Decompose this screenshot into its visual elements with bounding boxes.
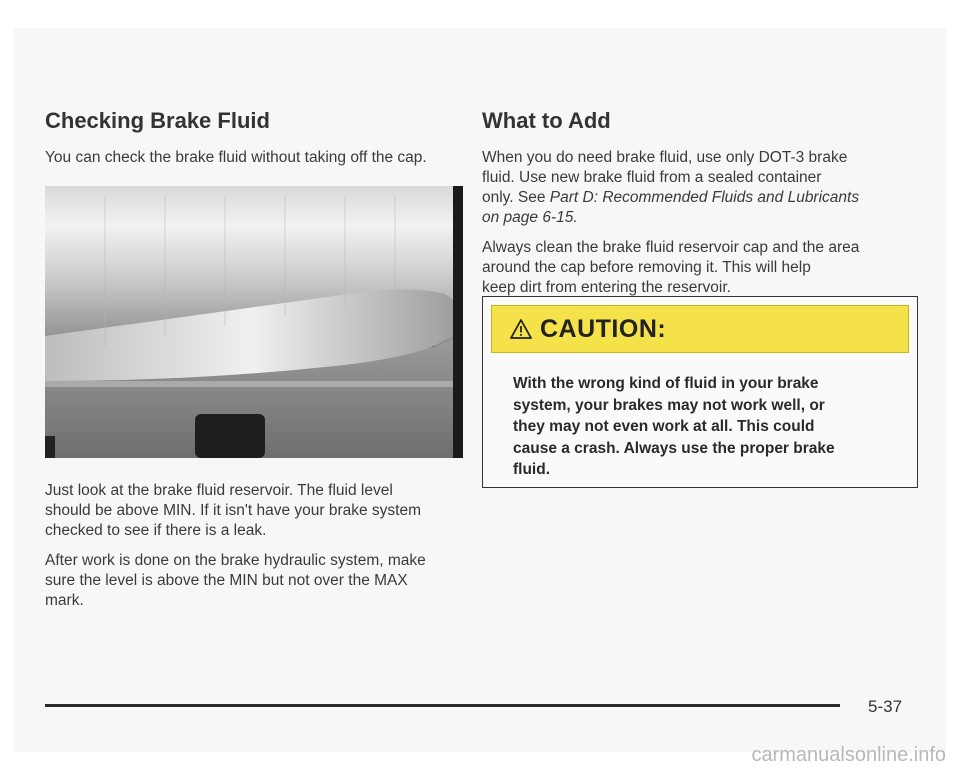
caution-box bbox=[482, 296, 918, 488]
clean-cap-paragraph bbox=[482, 238, 922, 298]
left-column bbox=[45, 108, 465, 168]
caution-header-bar bbox=[491, 305, 909, 353]
section-heading-checking-brake-fluid: Checking Brake Fluid bbox=[45, 108, 270, 133]
caution-message bbox=[513, 373, 877, 481]
reservoir-text-line: Just look at the brake fluid reservoir. The fluid level bbox=[45, 482, 393, 499]
warning-triangle-icon bbox=[510, 319, 532, 339]
section-heading-what-to-add: What to Add bbox=[482, 108, 611, 133]
fluid-type-text-line: When you do need brake fluid, use only DOT-3 brake bbox=[482, 149, 848, 166]
caution-text-line: system, your brakes may not work well, or bbox=[513, 396, 825, 414]
caution-text-line: cause a crash. Always use the proper brake bbox=[513, 439, 835, 457]
footer-rule bbox=[45, 704, 840, 707]
hydraulic-text-line: sure the level is above the MIN but not over the MAX bbox=[45, 572, 408, 589]
caution-title: CAUTION: bbox=[540, 314, 667, 343]
left-lower-text bbox=[45, 481, 465, 611]
reservoir-text-line: should be above MIN. If it isn't have your brake system bbox=[45, 502, 421, 519]
reservoir-check-paragraph bbox=[45, 481, 465, 541]
caution-text-line: they may not even work at all. This could bbox=[513, 418, 815, 435]
clean-cap-text-line: keep dirt from entering the reservoir. bbox=[482, 279, 731, 296]
hydraulic-system-paragraph bbox=[45, 551, 465, 611]
hydraulic-text-line: mark. bbox=[45, 592, 84, 609]
brake-fluid-reservoir-photo bbox=[45, 186, 463, 458]
reservoir-image bbox=[45, 186, 463, 458]
caution-text-line: With the wrong kind of fluid in your brake bbox=[513, 375, 819, 392]
page-number: 5-37 bbox=[868, 697, 903, 716]
site-watermark: carmanualsonline.info bbox=[751, 744, 946, 766]
clean-cap-text-line: around the cap before removing it. This will help bbox=[482, 259, 811, 276]
fluid-type-text-line: fluid. Use new brake fluid from a sealed container bbox=[482, 169, 822, 186]
fluid-type-paragraph bbox=[482, 148, 922, 228]
right-column bbox=[482, 108, 922, 298]
fluid-type-text-line: only. See bbox=[482, 189, 550, 206]
caution-text-line: fluid. bbox=[513, 461, 551, 478]
clean-cap-text-line: Always clean the brake fluid reservoir cap and the area bbox=[482, 239, 860, 256]
hydraulic-text-line: After work is done on the brake hydraulic system, make bbox=[45, 552, 426, 569]
cross-reference-page[interactable]: on page 6-15. bbox=[482, 209, 578, 226]
intro-paragraph: You can check the brake fluid without taking off the cap. bbox=[45, 149, 427, 166]
cross-reference-link[interactable]: Part D: Recommended Fluids and Lubricants bbox=[549, 189, 860, 206]
reservoir-text-line: checked to see if there is a leak. bbox=[45, 522, 267, 539]
